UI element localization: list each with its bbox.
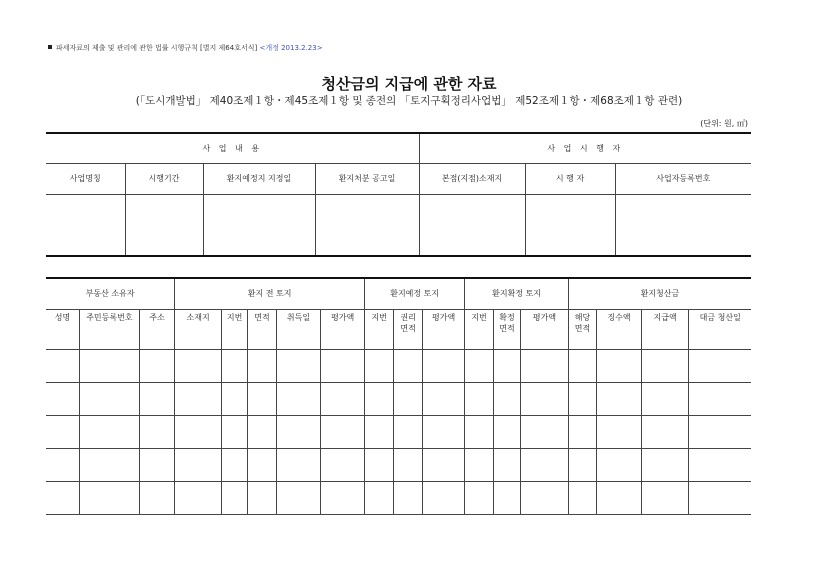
settlement-col-header: 평가액 <box>521 309 569 349</box>
table-cell[interactable] <box>364 481 393 514</box>
table-cell[interactable] <box>46 349 79 382</box>
table-cell[interactable] <box>175 349 222 382</box>
settlement-col-header: 소재지 <box>175 309 222 349</box>
table-cell[interactable] <box>493 481 520 514</box>
table-cell[interactable] <box>139 382 175 415</box>
table-cell[interactable] <box>46 382 79 415</box>
settlement-col-header: 성명 <box>46 309 79 349</box>
table-cell[interactable] <box>139 481 175 514</box>
table-cell[interactable] <box>465 448 493 481</box>
settlement-col-header: 확정 면적 <box>493 309 520 349</box>
cell-designation-date[interactable] <box>203 194 315 256</box>
table-cell[interactable] <box>689 448 751 481</box>
table-cell[interactable] <box>276 448 321 481</box>
table-cell[interactable] <box>422 349 465 382</box>
table-cell[interactable] <box>689 382 751 415</box>
table-cell[interactable] <box>568 349 596 382</box>
table-cell[interactable] <box>79 382 139 415</box>
bullet-square-icon <box>48 45 52 49</box>
table-cell[interactable] <box>597 481 642 514</box>
table-cell[interactable] <box>641 448 689 481</box>
settlement-col-header: 지번 <box>364 309 393 349</box>
cell-operator[interactable] <box>525 194 615 256</box>
table-row <box>46 481 751 514</box>
table-cell[interactable] <box>175 382 222 415</box>
settlement-col-header: 평가액 <box>321 309 365 349</box>
table-cell[interactable] <box>321 448 365 481</box>
table-cell[interactable] <box>248 382 276 415</box>
cell-business-name[interactable] <box>46 194 125 256</box>
table-cell[interactable] <box>221 349 247 382</box>
table-cell[interactable] <box>321 382 365 415</box>
column-header-row <box>46 163 751 194</box>
table-cell[interactable] <box>568 448 596 481</box>
table-cell[interactable] <box>248 481 276 514</box>
page-title: 청산금의 지급에 관한 자료 <box>321 75 497 93</box>
form-header <box>48 43 323 53</box>
table-cell[interactable] <box>276 481 321 514</box>
cell-notice-date[interactable] <box>315 194 419 256</box>
settlement-col-header: 평가액 <box>422 309 465 349</box>
settlement-col-header: 지번 <box>465 309 493 349</box>
settlement-col-header: 주소 <box>139 309 175 349</box>
table-cell[interactable] <box>394 382 422 415</box>
table-cell[interactable] <box>364 448 393 481</box>
table-cell[interactable] <box>493 415 520 448</box>
table-cell[interactable] <box>689 415 751 448</box>
table-cell[interactable] <box>597 448 642 481</box>
cell-period[interactable] <box>125 194 203 256</box>
table-cell[interactable] <box>689 349 751 382</box>
table-cell[interactable] <box>597 382 642 415</box>
col-period: 시행기간 <box>125 163 203 194</box>
table-cell[interactable] <box>641 415 689 448</box>
table-cell[interactable] <box>597 349 642 382</box>
column-header-row <box>46 309 751 349</box>
table-cell[interactable] <box>79 415 139 448</box>
table-cell[interactable] <box>493 448 520 481</box>
table-cell[interactable] <box>79 349 139 382</box>
table-cell[interactable] <box>641 349 689 382</box>
table-cell[interactable] <box>221 382 247 415</box>
table-cell[interactable] <box>248 349 276 382</box>
table-cell[interactable] <box>641 382 689 415</box>
group-header-planned-land: 환지예정 토지 <box>364 278 464 309</box>
settlement-col-header: 취득일 <box>276 309 321 349</box>
col-business-reg-no: 사업자등록번호 <box>615 163 751 194</box>
table-cell[interactable] <box>364 415 393 448</box>
cell-business-reg-no[interactable] <box>615 194 751 256</box>
col-business-name: 사업명칭 <box>46 163 125 194</box>
group-header-business-operator: 사 업 시 행 자 <box>419 133 751 163</box>
col-notice-date: 환지처분 공고일 <box>315 163 419 194</box>
table-cell[interactable] <box>521 481 569 514</box>
table-cell[interactable] <box>493 382 520 415</box>
table-row <box>46 415 751 448</box>
settlement-col-header: 징수액 <box>597 309 642 349</box>
table-cell[interactable] <box>276 415 321 448</box>
group-header-settlement: 환지청산금 <box>568 278 751 309</box>
table-cell[interactable] <box>46 448 79 481</box>
table-cell[interactable] <box>321 349 365 382</box>
table-cell[interactable] <box>321 481 365 514</box>
group-header-business-content: 사 업 내 용 <box>46 133 419 163</box>
table-cell[interactable] <box>46 481 79 514</box>
group-header-row <box>46 278 751 309</box>
table-cell[interactable] <box>248 448 276 481</box>
table-cell[interactable] <box>276 349 321 382</box>
unit-note: (단위: 원, ㎡) <box>700 119 748 128</box>
col-designation-date: 환지예정지 지정일 <box>203 163 315 194</box>
group-header-row <box>46 133 751 163</box>
table-cell[interactable] <box>568 415 596 448</box>
table-cell[interactable] <box>364 382 393 415</box>
table-cell[interactable] <box>175 415 222 448</box>
business-entry-row <box>46 194 751 256</box>
settlement-col-header: 대금 청산일 <box>689 309 751 349</box>
table-cell[interactable] <box>465 349 493 382</box>
table-cell[interactable] <box>221 481 247 514</box>
table-cell[interactable] <box>422 448 465 481</box>
settlement-col-header: 지번 <box>221 309 247 349</box>
col-hq-location: 본점(지점)소재지 <box>419 163 525 194</box>
table-cell[interactable] <box>394 349 422 382</box>
table-row <box>46 448 751 481</box>
table-cell[interactable] <box>221 415 247 448</box>
table-cell[interactable] <box>521 448 569 481</box>
table-cell[interactable] <box>364 349 393 382</box>
table-cell[interactable] <box>46 415 79 448</box>
group-header-confirmed-land: 환지확정 토지 <box>465 278 568 309</box>
settlement-col-header: 지급액 <box>641 309 689 349</box>
table-cell[interactable] <box>597 415 642 448</box>
form-header-text: 파세자료의 제출 및 관리에 관한 법률 시행규칙 [별지 제64호서식] <box>56 44 258 52</box>
table-cell[interactable] <box>139 415 175 448</box>
table-cell[interactable] <box>422 481 465 514</box>
table-cell[interactable] <box>641 481 689 514</box>
page-subtitle: (「도시개발법」 제40조제１항・제45조제１항 및 종전의 「토지구획정리사업법」 제52조제１항・제68조제１항 관련) <box>135 95 683 107</box>
settlement-col-header: 주민등록번호 <box>79 309 139 349</box>
settlement-col-header: 면적 <box>248 309 276 349</box>
table-cell[interactable] <box>394 448 422 481</box>
table-cell[interactable] <box>394 415 422 448</box>
table-cell[interactable] <box>175 448 222 481</box>
settlement-col-header: 권리 면적 <box>394 309 422 349</box>
table-cell[interactable] <box>465 415 493 448</box>
revision-note: <개정 2013.2.23> <box>259 44 323 52</box>
cell-hq-location[interactable] <box>419 194 525 256</box>
table-cell[interactable] <box>689 481 751 514</box>
table-cell[interactable] <box>521 415 569 448</box>
table-cell[interactable] <box>139 349 175 382</box>
col-operator: 시 행 자 <box>525 163 615 194</box>
table-cell[interactable] <box>422 415 465 448</box>
table-cell[interactable] <box>276 382 321 415</box>
table-row <box>46 349 751 382</box>
table-cell[interactable] <box>465 382 493 415</box>
group-header-pre-land: 환지 전 토지 <box>175 278 365 309</box>
table-cell[interactable] <box>175 481 222 514</box>
table-cell[interactable] <box>422 382 465 415</box>
table-cell[interactable] <box>521 349 569 382</box>
table-cell[interactable] <box>79 448 139 481</box>
table-cell[interactable] <box>568 481 596 514</box>
table-cell[interactable] <box>221 448 247 481</box>
table-cell[interactable] <box>139 448 175 481</box>
table-cell[interactable] <box>79 481 139 514</box>
table-cell[interactable] <box>394 481 422 514</box>
table-cell[interactable] <box>521 382 569 415</box>
table-cell[interactable] <box>493 349 520 382</box>
settlement-col-header: 해당 면적 <box>568 309 596 349</box>
table-cell[interactable] <box>248 415 276 448</box>
table-cell[interactable] <box>568 382 596 415</box>
group-header-owner: 부동산 소유자 <box>46 278 175 309</box>
business-info-table <box>46 132 751 257</box>
table-row <box>46 382 751 415</box>
settlement-table <box>46 277 751 515</box>
table-cell[interactable] <box>465 481 493 514</box>
table-cell[interactable] <box>321 415 365 448</box>
